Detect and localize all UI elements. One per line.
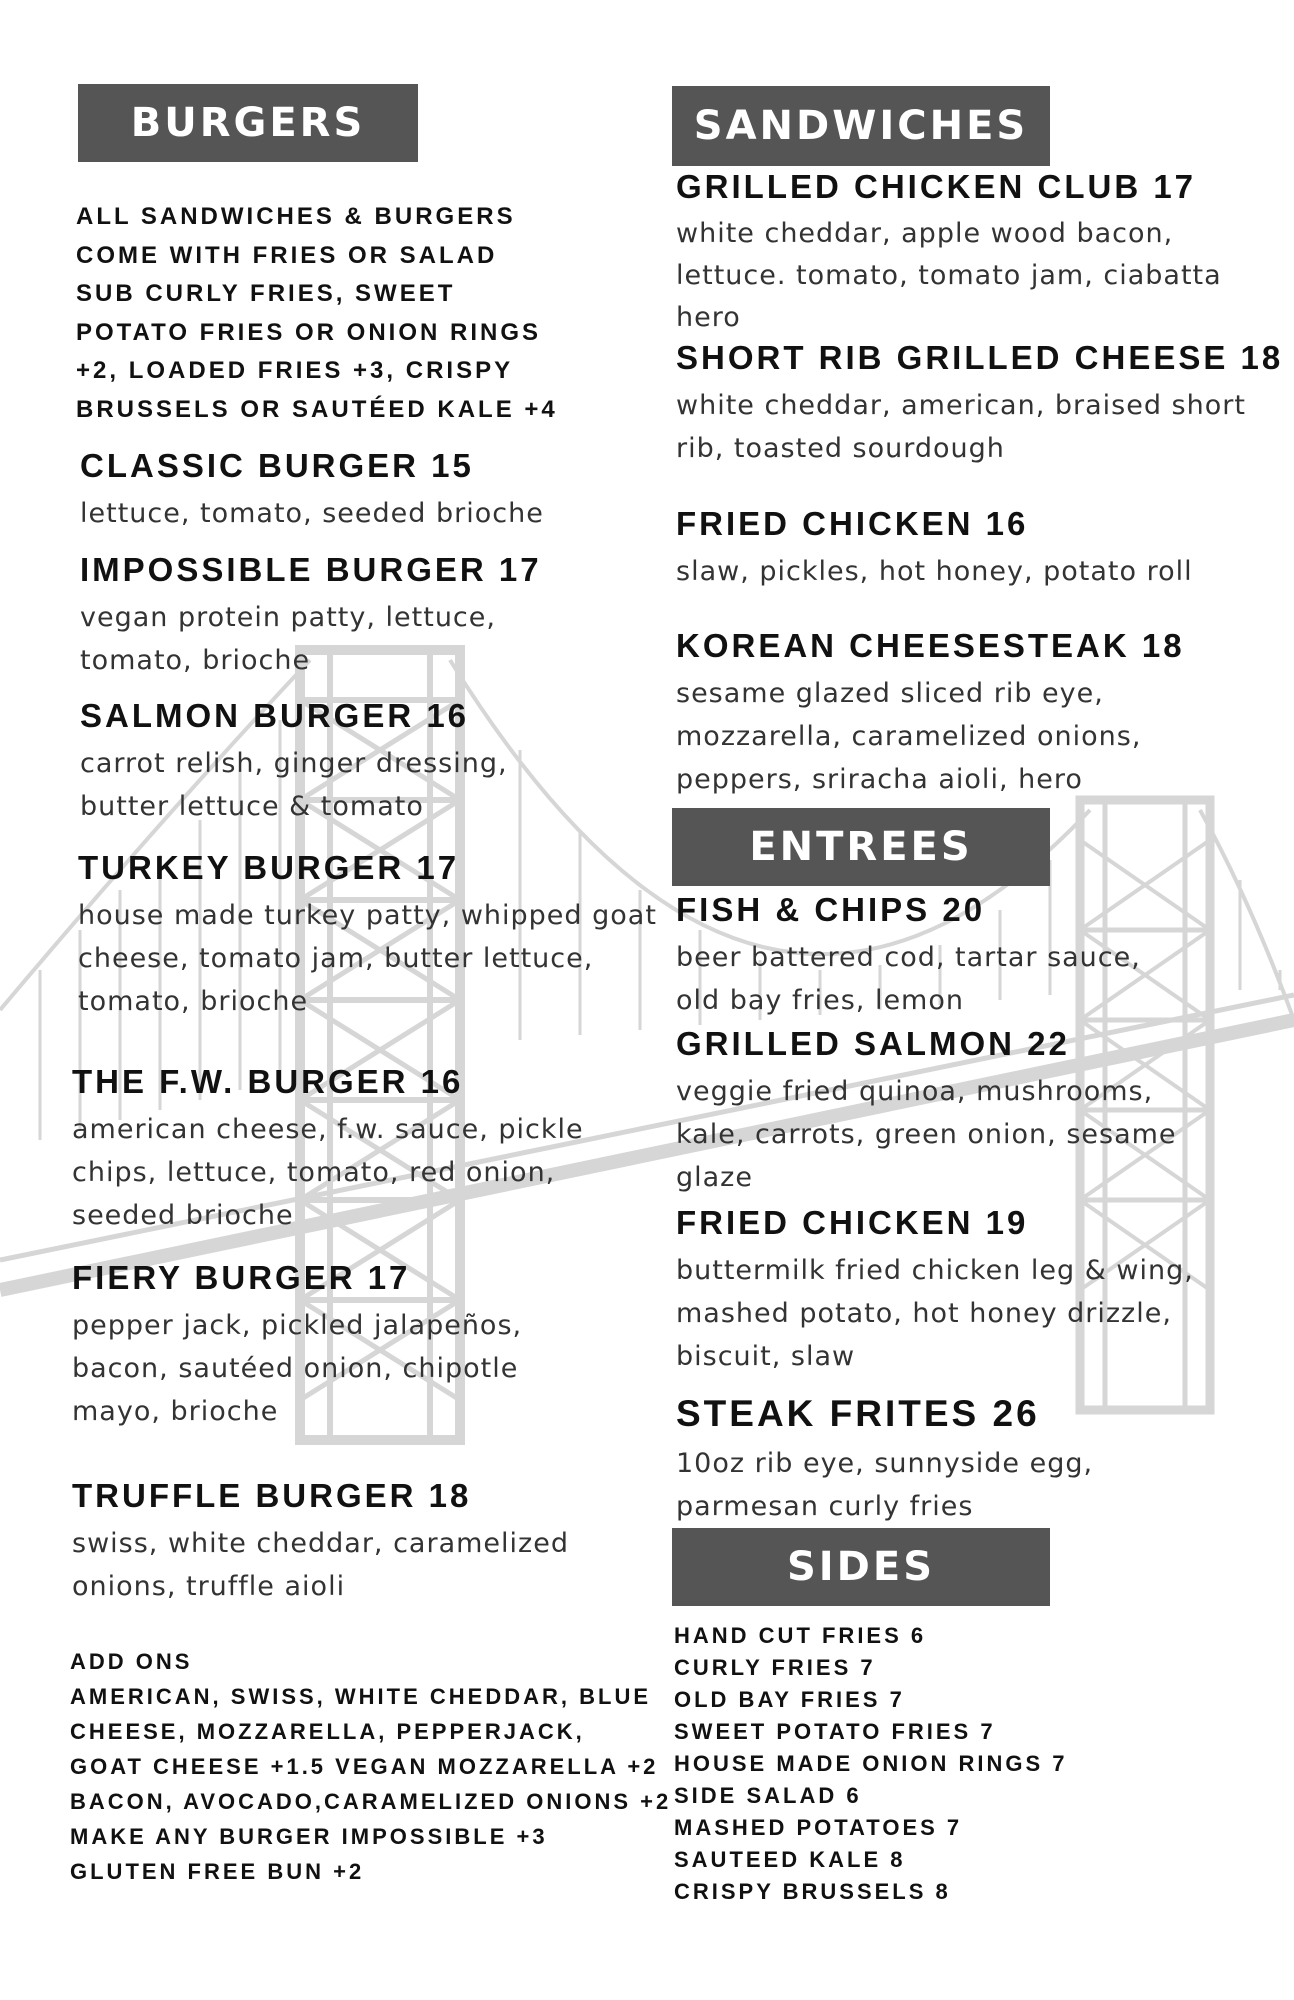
desc-line: pepper jack, pickled jalapeños, <box>72 1310 523 1341</box>
desc-line: tomato, brioche <box>80 645 311 676</box>
note-line: BRUSSELS OR SAUTÉED KALE +4 <box>76 395 558 423</box>
side-item: HOUSE MADE ONION RINGS 7 <box>674 1751 1068 1776</box>
desc-line: butter lettuce & tomato <box>80 791 424 822</box>
menu-item <box>676 1392 1093 1528</box>
desc-line: old bay fries, lemon <box>676 985 964 1016</box>
add-ons-line: MAKE ANY BURGER IMPOSSIBLE +3 <box>70 1824 548 1849</box>
item-title: IMPOSSIBLE BURGER 17 <box>80 551 542 588</box>
desc-line: cheese, tomato jam, butter lettuce, <box>78 943 594 974</box>
desc-line: mozzarella, caramelized onions, <box>676 721 1142 752</box>
desc-line: buttermilk fried chicken leg & wing, <box>676 1255 1194 1286</box>
menu-item <box>72 1258 522 1433</box>
desc-line: beer battered cod, tartar sauce, <box>676 942 1141 973</box>
desc-line: biscuit, slaw <box>676 1341 856 1372</box>
menu-item <box>676 1203 1194 1378</box>
add-ons <box>70 1644 671 1889</box>
item-description <box>676 1442 1093 1528</box>
entrees-header: ENTREES <box>672 808 1050 886</box>
desc-line: slaw, pickles, hot honey, potato roll <box>676 556 1193 587</box>
menu-item <box>72 1062 584 1237</box>
note-line: +2, LOADED FRIES +3, CRISPY <box>76 357 514 384</box>
item-description <box>80 492 544 535</box>
item-title: FIERY BURGER 17 <box>72 1259 411 1296</box>
add-ons-line: AMERICAN, SWISS, WHITE CHEDDAR, BLUE <box>70 1684 651 1709</box>
desc-line: vegan protein patty, lettuce, <box>80 602 496 633</box>
item-title: CLASSIC BURGER 15 <box>80 447 474 484</box>
desc-line: seeded brioche <box>72 1200 294 1231</box>
menu-item <box>676 504 1193 593</box>
item-title: STEAK FRITES 26 <box>676 1393 1040 1434</box>
item-title: GRILLED SALMON 22 <box>676 1025 1070 1062</box>
item-description <box>676 1070 1177 1199</box>
menu-item <box>676 338 1283 470</box>
desc-line: parmesan curly fries <box>676 1491 974 1522</box>
desc-line: american cheese, f.w. sauce, pickle <box>72 1114 584 1145</box>
desc-line: onions, truffle aioli <box>72 1571 346 1602</box>
desc-line: bacon, sautéed onion, chipotle <box>72 1353 519 1384</box>
item-description <box>72 1108 584 1237</box>
item-title: TRUFFLE BURGER 18 <box>72 1477 472 1514</box>
desc-line: white cheddar, apple wood bacon, <box>676 218 1174 249</box>
item-description <box>676 550 1193 593</box>
desc-line: hero <box>676 302 741 333</box>
desc-line: glaze <box>676 1162 753 1193</box>
side-item: HAND CUT FRIES 6 <box>674 1623 927 1648</box>
desc-line: sesame glazed sliced rib eye, <box>676 678 1104 709</box>
item-title: GRILLED CHICKEN CLUB 17 <box>676 168 1197 205</box>
side-item: SIDE SALAD 6 <box>674 1783 862 1808</box>
desc-line: lettuce, tomato, seeded brioche <box>80 498 544 529</box>
item-description <box>78 894 657 1023</box>
desc-line: 10oz rib eye, sunnyside egg, <box>676 1448 1094 1479</box>
sides-list <box>674 1620 1067 1908</box>
item-description <box>80 742 508 828</box>
add-ons-line: ADD ONS <box>70 1649 193 1674</box>
desc-line: peppers, sriracha aioli, hero <box>676 764 1083 795</box>
item-description <box>80 596 542 682</box>
desc-line: swiss, white cheddar, caramelized <box>72 1528 569 1559</box>
add-ons-line: GLUTEN FREE BUN +2 <box>70 1859 365 1884</box>
desc-line: carrot relish, ginger dressing, <box>80 748 508 779</box>
note-line: ALL SANDWICHES & BURGERS <box>76 203 516 230</box>
menu-item <box>676 890 1141 1022</box>
note-line: COME WITH FRIES OR SALAD <box>76 241 498 269</box>
desc-line: tomato, brioche <box>78 986 309 1017</box>
item-title: FRIED CHICKEN 19 <box>676 1204 1029 1241</box>
desc-line: veggie fried quinoa, mushrooms, <box>676 1076 1154 1107</box>
desc-line: mayo, brioche <box>72 1396 279 1427</box>
side-item: CURLY FRIES 7 <box>674 1655 876 1680</box>
sides-header: SIDES <box>672 1528 1050 1606</box>
menu-item <box>676 1024 1177 1199</box>
desc-line: mashed potato, hot honey drizzle, <box>676 1298 1172 1329</box>
burgers-header: BURGERS <box>78 84 418 162</box>
item-description <box>72 1304 522 1433</box>
menu-item <box>80 696 508 828</box>
item-description <box>676 672 1185 801</box>
item-description <box>676 384 1283 470</box>
note-line: SUB CURLY FRIES, SWEET <box>76 280 456 307</box>
item-title: SALMON BURGER 16 <box>80 697 470 734</box>
menu-item <box>80 550 542 682</box>
menu-item <box>78 848 657 1023</box>
side-item: SAUTEED KALE 8 <box>674 1847 906 1872</box>
side-item: SWEET POTATO FRIES 7 <box>674 1719 996 1744</box>
item-title: FISH & CHIPS 20 <box>676 891 986 928</box>
item-title: THE F.W. BURGER 16 <box>72 1063 464 1100</box>
add-ons-line: BACON, AVOCADO,CARAMELIZED ONIONS +2 <box>70 1789 672 1814</box>
desc-line: house made turkey patty, whipped goat <box>78 900 657 931</box>
menu-item <box>80 446 544 535</box>
side-item: OLD BAY FRIES 7 <box>674 1687 905 1712</box>
item-description <box>676 936 1141 1022</box>
desc-line: lettuce. tomato, tomato jam, ciabatta <box>676 260 1222 291</box>
note-line: POTATO FRIES OR ONION RINGS <box>76 318 542 346</box>
menu-item <box>72 1476 569 1608</box>
desc-line: white cheddar, american, braised short <box>676 390 1246 421</box>
desc-line: rib, toasted sourdough <box>676 433 1005 464</box>
burgers-note <box>76 198 558 429</box>
item-description <box>676 1249 1194 1378</box>
item-title: TURKEY BURGER 17 <box>78 849 460 886</box>
item-title: SHORT RIB GRILLED CHEESE 18 <box>676 339 1284 376</box>
side-item: CRISPY BRUSSELS 8 <box>674 1879 951 1904</box>
item-title: FRIED CHICKEN 16 <box>676 505 1029 542</box>
desc-line: kale, carrots, green onion, sesame <box>676 1119 1177 1150</box>
desc-line: chips, lettuce, tomato, red onion, <box>72 1157 556 1188</box>
menu-item <box>676 167 1222 339</box>
add-ons-line: CHEESE, MOZZARELLA, PEPPERJACK, <box>70 1719 585 1744</box>
menu-item <box>676 626 1185 801</box>
item-description <box>676 213 1222 339</box>
add-ons-line: GOAT CHEESE +1.5 VEGAN MOZZARELLA +2 <box>70 1754 659 1779</box>
side-item: MASHED POTATOES 7 <box>674 1815 963 1840</box>
item-description <box>72 1522 569 1608</box>
item-title: KOREAN CHEESESTEAK 18 <box>676 627 1185 664</box>
sandwiches-header: SANDWICHES <box>672 86 1050 166</box>
